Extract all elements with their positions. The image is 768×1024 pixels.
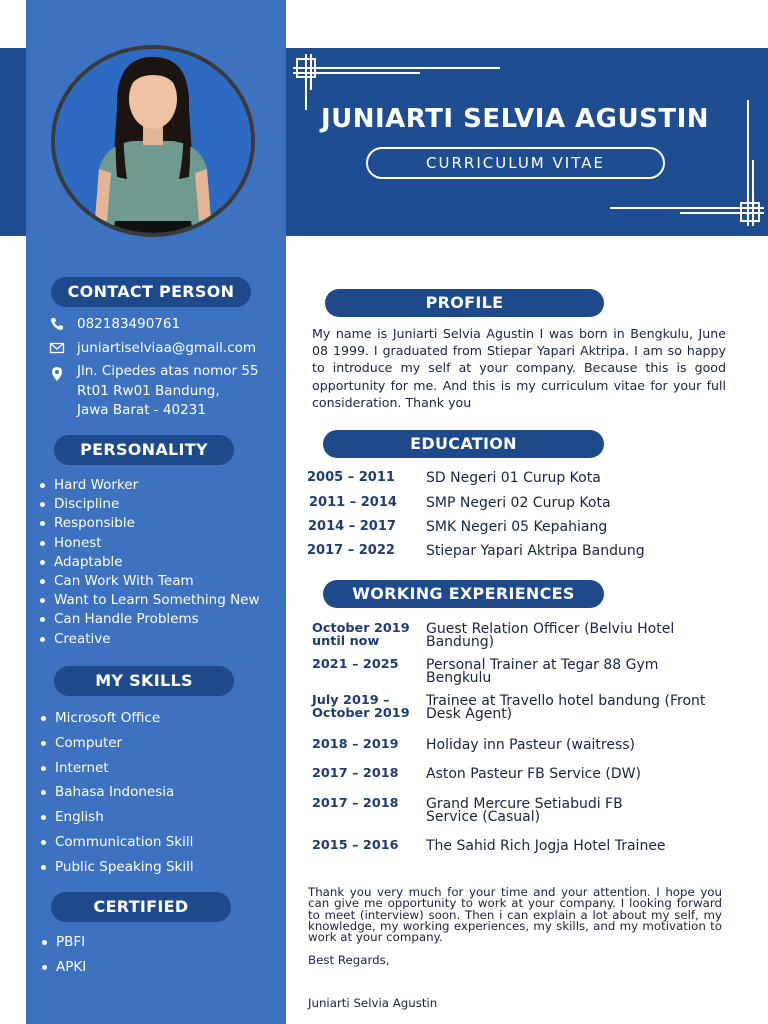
personality-heading: PERSONALITY: [54, 435, 234, 465]
experience-years: 2021 – 2025: [312, 657, 399, 672]
personality-item: Can Handle Problems: [38, 610, 260, 629]
profile-heading: PROFILE: [325, 289, 604, 317]
experience-years: October 2019 until now: [312, 621, 410, 649]
certificate-item: PBFI: [40, 930, 86, 955]
cv-title-badge: CURRICULUM VITAE: [366, 147, 665, 179]
experience-row: [307, 798, 747, 826]
experience-row: [307, 739, 747, 759]
signature-name: Juniarti Selvia Agustin: [308, 996, 438, 1010]
candidate-name: JUNIARTI SELVIA AGUSTIN: [320, 104, 710, 134]
contact-address: [49, 362, 279, 422]
regards-line: Best Regards,: [308, 953, 390, 967]
email-address: juniartiselviaa@gmail.com: [77, 340, 256, 356]
experience-row: [307, 623, 747, 651]
experience-role: Holiday inn Pasteur (waitress): [426, 737, 636, 753]
contact-phone[interactable]: [49, 314, 269, 334]
education-years: 2017 – 2022: [307, 543, 395, 558]
address-line: Jln. Cipedes atas nomor 55: [77, 363, 259, 379]
experience-role: Aston Pasteur FB Service (DW): [426, 766, 641, 782]
education-school: Stiepar Yapari Aktripa Bandung: [426, 543, 645, 559]
phone-icon: [49, 316, 65, 332]
education-school: SD Negeri 01 Curup Kota: [426, 470, 601, 486]
certified-list: [40, 930, 86, 980]
personality-item: Want to Learn Something New: [38, 591, 260, 610]
experience-years: July 2019 – October 2019: [312, 693, 410, 721]
experience-row: [307, 659, 747, 687]
education-years: 2005 – 2011: [307, 470, 395, 485]
experience-row: [307, 768, 747, 788]
profile-photo: [51, 45, 255, 237]
personality-item: Honest: [38, 534, 260, 553]
experience-years: 2015 – 2016: [312, 838, 399, 853]
experience-years: 2018 – 2019: [312, 737, 399, 752]
experience-role: The Sahid Rich Jogja Hotel Trainee: [426, 838, 666, 854]
profile-text: My name is Juniarti Selvia Agustin I was born in Bengkulu, June 08 1999. I graduated from Stiepar Yapari Aktripa. I am so happy to introduce my self at your company. Because this is good opportunity for me. And this is my curriculum vitae for your full consideration. Thank you: [312, 326, 726, 410]
personality-list: [38, 476, 260, 649]
experience-role: Personal Trainer at Tegar 88 Gym Bengkulu: [426, 657, 659, 686]
address-line: Jawa Barat - 40231: [77, 402, 206, 418]
certificate-item: APKI: [40, 955, 86, 980]
contact-email[interactable]: [49, 338, 279, 358]
experience-row: [307, 695, 747, 723]
mail-icon: [49, 340, 65, 356]
experience-years: 2017 – 2018: [312, 796, 399, 811]
education-heading: EDUCATION: [323, 430, 604, 458]
personality-item: Hard Worker: [38, 476, 260, 495]
skill-item: Communication Skill: [39, 830, 194, 855]
personality-item: Creative: [38, 630, 260, 649]
education-row: [307, 543, 747, 563]
skills-heading: MY SKILLS: [54, 666, 234, 696]
personality-item: Responsible: [38, 514, 260, 533]
education-row: [307, 519, 747, 539]
contact-heading: CONTACT PERSON: [51, 277, 251, 307]
location-pin-icon: [49, 366, 65, 382]
experience-row: [307, 840, 747, 860]
personality-item: Adaptable: [38, 553, 260, 572]
skill-item: Microsoft Office: [39, 706, 194, 731]
phone-number: 082183490761: [77, 316, 181, 332]
skill-item: Internet: [39, 756, 194, 781]
personality-item: Discipline: [38, 495, 260, 514]
closing-letter: Thank you very much for your time and your attention. I hope you can give me opportunity to work at your company. I looking forward to meet (interview) soon. Then i can explain a lot about my self, my knowledge, my working experiences, my skills, and my motivation to work at your company.: [308, 885, 722, 945]
education-row: [307, 470, 747, 490]
certified-heading: CERTIFIED: [51, 892, 231, 922]
education-school: SMK Negeri 05 Kepahiang: [426, 519, 608, 535]
experience-role: Guest Relation Officer (Belviu Hotel Bandung): [426, 621, 675, 650]
education-years: 2014 – 2017: [308, 519, 396, 534]
skill-item: English: [39, 805, 194, 830]
education-row: [307, 495, 747, 515]
skill-item: Computer: [39, 731, 194, 756]
personality-item: Can Work With Team: [38, 572, 260, 591]
experience-role: Grand Mercure Setiabudi FB Service (Casual): [426, 796, 623, 825]
experience-years: 2017 – 2018: [312, 766, 399, 781]
experience-heading: WORKING EXPERIENCES: [323, 580, 604, 608]
education-years: 2011 – 2014: [309, 495, 397, 510]
skill-item: Public Speaking Skill: [39, 855, 194, 880]
education-school: SMP Negeri 02 Curup Kota: [426, 495, 611, 511]
skills-list: [39, 706, 194, 880]
experience-role: Trainee at Travello hotel bandung (Front Desk Agent): [426, 693, 706, 722]
address-line: Rt01 Rw01 Bandung,: [77, 382, 220, 399]
skill-item: Bahasa Indonesia: [39, 780, 194, 805]
